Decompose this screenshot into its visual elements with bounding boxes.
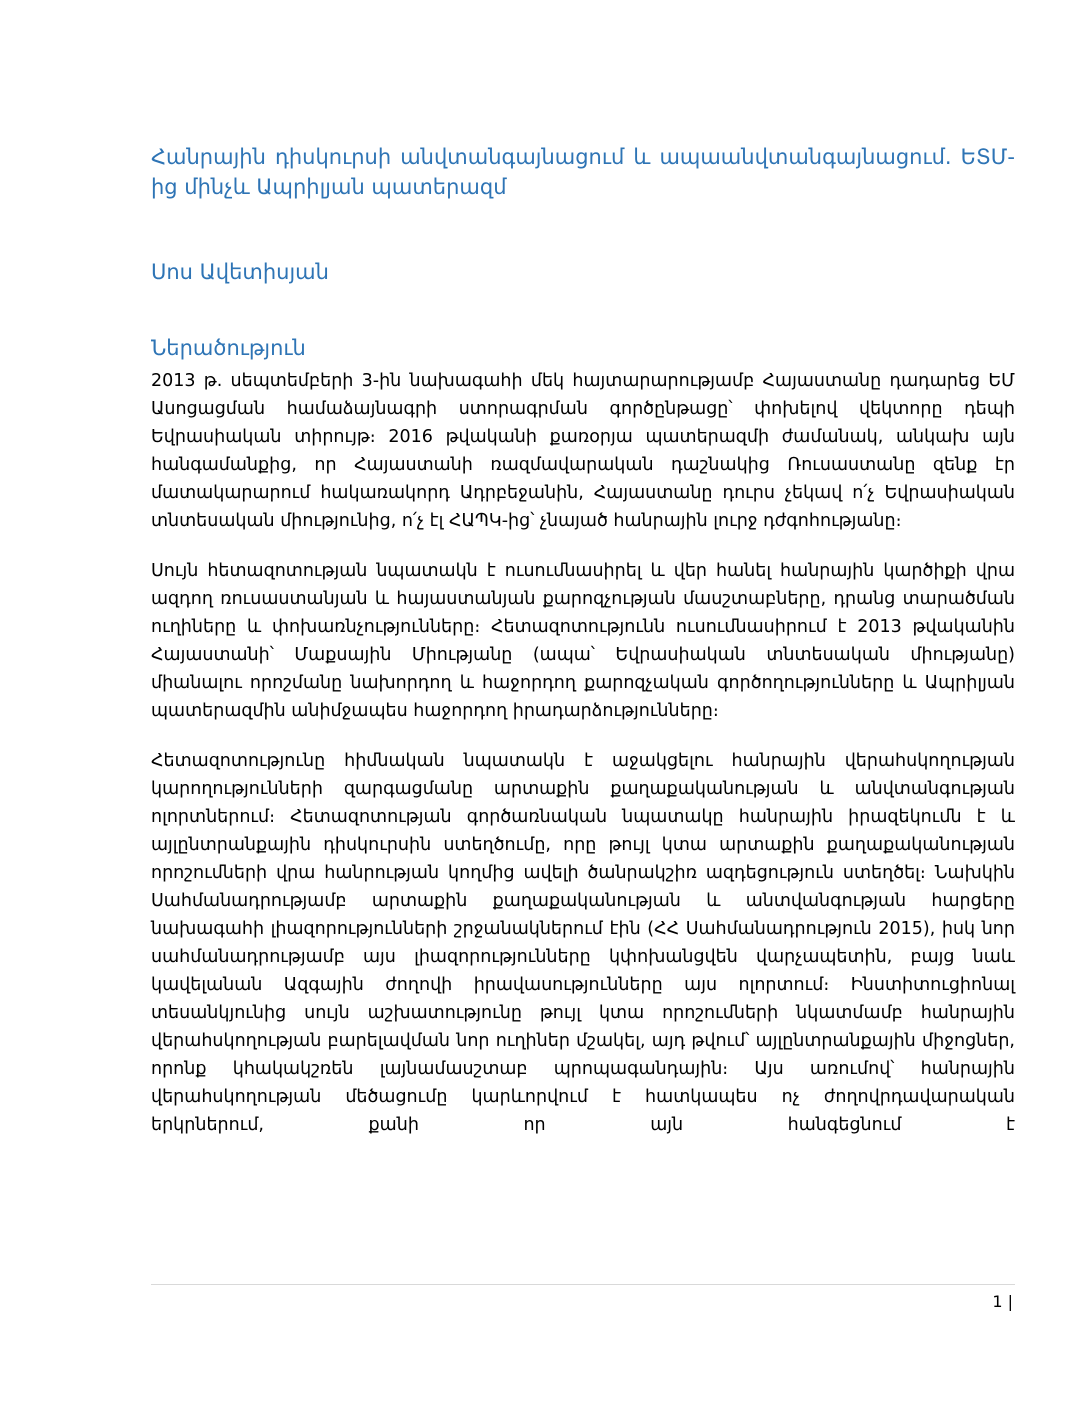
footer-divider [151, 1284, 1015, 1285]
document-title: Հանրային դիսկուրսի անվտանգայնացում և ապաանվտանգայնացում. ԵՏՄ-ից մինչև Ապրիլյան պատերազմ [151, 145, 1015, 199]
document-page [151, 0, 1015, 1408]
section-heading-introduction: Ներածություն [151, 336, 306, 360]
page-number: 1 | [992, 1292, 1013, 1311]
body-text [151, 367, 1015, 1133]
paragraph-3: Հետազոտությունը հիմնական նպատակն է աջակցելու հանրային վերահսկողության կարողությունների զարգացմանը արտաքին քաղաքականության և անվտանգության ոլորտներում։ Հետազոտության գործառնական նպատակը հանրային իրազեկումն է և այլընտրանքային դիսկուրսին ստեղծումը, որը թույլ կտա արտաքին քաղաքականության որոշումների վրա հանրության կողմից ավելի ծանրակշիռ ազդեցություն ստեղծել։ Նախկին Սահմանադրությամբ արտաքին քաղաքականության և անտվանգության հարցերը նախագահի լիազորությունների շրջանակներում էին (ՀՀ Սահմանադրություն 2015), իսկ նոր սահմանադրությամբ այս լիազորությունները կփոխանցվեն վարչապետին, բայց նաև կավելանան Ազգային ժողովի իրավասությունները այս ոլորտում։ Ինստիտուցիոնալ տեսանկյունից սույն աշխատությունը թույլ կտա որոշումների նկատմամբ հանրային վերահսկողության բարելավման նոր ուղիներ մշակել, այդ թվում՝ այլընտրանքային միջոցներ, որոնք կհակակշռեն լայնամասշտաբ պրոպագանդային։ Այս առումով՝ հանրային վերահսկողության մեծացումը կարևորվում է հատկապես ոչ ժողովրդավարական երկրներում, քանի որ այն հանգեցնում է [151, 751, 1015, 1135]
paragraph-2: Սույն հետազոտության նպատակն է ուսումնասիրել և վեր հանել հանրային կարծիքի վրա ազդող ռուսաստանյան և հայաստանյան քարոզչության մասշտաբները, դրանց տարածման ուղիները և փոխառնչությունները։ Հետազոտությունն ուսումնասիրում է 2013 թվականին Հայաստանի՝ Մաքսային Միությանը (ապա՝ Եվրասիական տնտեսական միությանը) միանալու որոշմանը նախորդող և հաջորդող քարոզչական գործողությունները և Ապրիլյան պատերազմին անիմջապես հաջորդող իրադարձությունները։ [151, 561, 1015, 721]
paragraph-1: 2013 թ. սեպտեմբերի 3-ին նախագահի մեկ հայտարարությամբ Հայաստանը դադարեց ԵՄ Ասոցացման համաձայնագրի ստորագրման գործընթացը՝ փոխելով վեկտորը դեպի Եվրասիական տիրույթ։ 2016 թվականի քառօրյա պատերազմի ժամանակ, անկախ այն հանգամանքից, որ Հայաստանի ռազմավարական դաշնակից Ռուսաստանը զենք էր մատակարարում հակառակորդ Ադրբեջանին, Հայաստանը դուրս չեկավ ո՛չ Եվրասիական տնտեսական միությունից, ո՛չ էլ ՀԱՊԿ-ից՝ չնայած հանրային լուրջ դժգոհությանը։ [151, 371, 1015, 531]
author-name: Սոս Ավետիսյան [151, 260, 329, 284]
